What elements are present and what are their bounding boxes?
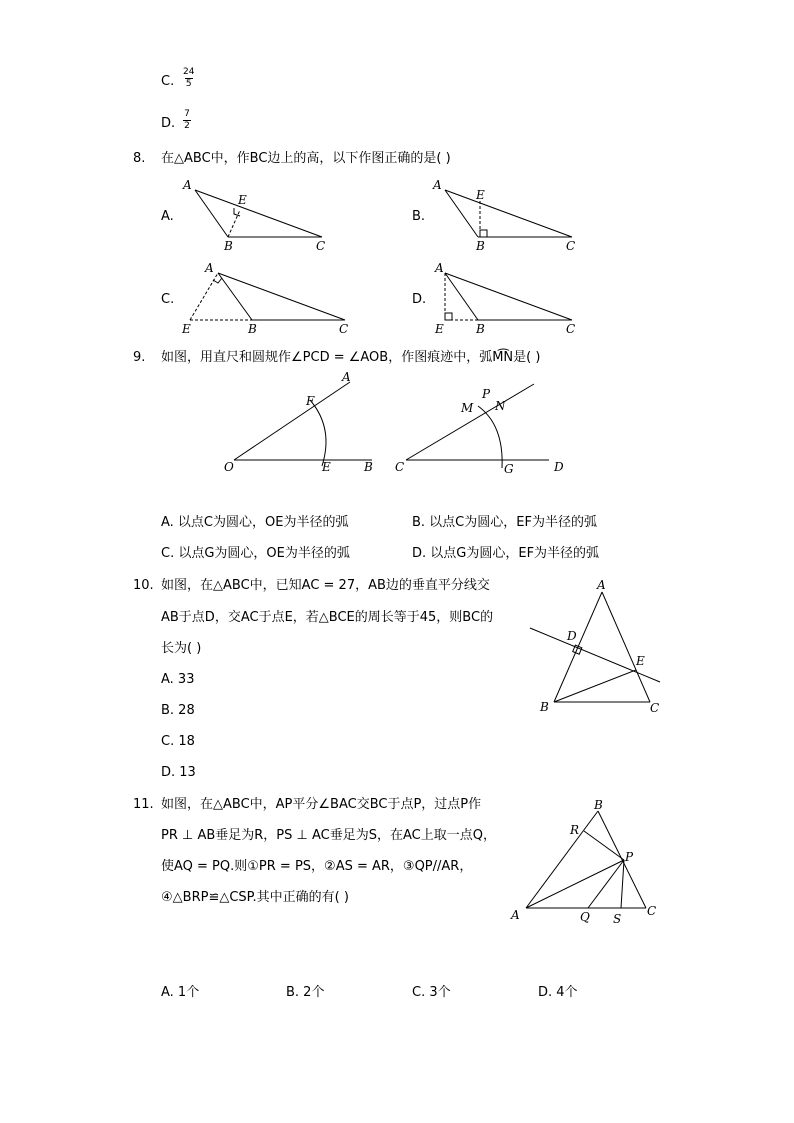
point-a-label: A xyxy=(205,261,214,275)
q11-option-b: B. 2个 xyxy=(286,985,325,1000)
point-b-label: B xyxy=(476,322,485,336)
point-c-label: C xyxy=(647,904,657,918)
point-e-label: E xyxy=(322,460,331,474)
q10-figure xyxy=(526,578,666,718)
q11-option-d: D. 4个 xyxy=(538,985,578,1000)
point-d-label: D xyxy=(567,629,577,643)
q8-figure-a xyxy=(180,175,340,255)
point-b-label: B xyxy=(224,239,233,253)
q11-option-a: A. 1个 xyxy=(161,985,200,1000)
point-e-label: E xyxy=(238,193,247,207)
q7-option-c-label: C. xyxy=(161,74,175,89)
q9-stem: 如图，用直尺和圆规作∠PCD = ∠AOB，作图痕迹中，弧M͡N是( ) xyxy=(161,350,541,365)
q8-option-d-label: D. xyxy=(412,292,427,307)
q10-option-c: C. 18 xyxy=(161,734,195,749)
point-q-label: Q xyxy=(580,910,590,924)
point-e-label: E xyxy=(636,654,645,668)
denominator: 5 xyxy=(185,79,192,89)
point-a-label: A xyxy=(342,370,351,384)
point-c-label: C xyxy=(395,460,405,474)
point-r-label: R xyxy=(570,823,580,837)
point-a-label: A xyxy=(433,178,442,192)
q8-figure-b xyxy=(430,175,590,255)
q10-stem-line-1: 如图，在△ABC中，已知AC = 27，AB边的垂直平分线交 xyxy=(161,578,490,593)
q9-number: 9. xyxy=(133,350,146,365)
q10-stem-line-2: AB于点D，交AC于点E，若△BCE的周长等于45，则BC的 xyxy=(161,610,494,625)
q9-option-a: A. 以点C为圆心，OE为半径的弧 xyxy=(161,515,349,530)
q10-option-b: B. 28 xyxy=(161,703,195,718)
q9-figure-aob xyxy=(222,368,382,478)
point-b-label: B xyxy=(364,460,373,474)
q9-option-d: D. 以点G为圆心，EF为半径的弧 xyxy=(412,546,600,561)
numerator: 7 xyxy=(184,109,190,119)
point-d-label: D xyxy=(554,460,564,474)
point-p-label: P xyxy=(482,387,491,401)
point-s-label: S xyxy=(613,912,622,926)
q9-option-b: B. 以点C为圆心，EF为半径的弧 xyxy=(412,515,597,530)
q7-option-d-label: D. xyxy=(161,116,176,131)
q7-option-d-fraction xyxy=(183,110,191,131)
point-n-label: N xyxy=(495,399,506,413)
point-a-label: A xyxy=(435,261,444,275)
point-o-label: O xyxy=(224,460,234,474)
q11-number: 11. xyxy=(133,797,154,812)
q8-option-b-label: B. xyxy=(412,209,426,224)
q10-number: 10. xyxy=(133,578,154,593)
q8-option-a-label: A. xyxy=(161,209,174,224)
q11-stem-line-3: 使AQ = PQ.则①PR = PS，②AS = AR，③QP//AR， xyxy=(161,859,473,874)
point-c-label: C xyxy=(566,239,576,253)
point-c-label: C xyxy=(316,239,326,253)
q10-option-d: D. 13 xyxy=(161,765,196,780)
point-p-label: P xyxy=(625,850,634,864)
point-c-label: C xyxy=(339,322,349,336)
q8-figure-c xyxy=(180,258,360,338)
point-b-label: B xyxy=(248,322,257,336)
point-a-label: A xyxy=(597,578,606,592)
q11-option-c: C. 3个 xyxy=(412,985,451,1000)
q7-option-c-fraction xyxy=(183,68,194,89)
q11-stem-line-4: ④△BRP≌△CSP.其中正确的有( ) xyxy=(161,890,349,905)
q8-number: 8. xyxy=(133,151,146,166)
q11-stem-line-1: 如图，在△ABC中，AP平分∠BAC交BC于点P，过点P作 xyxy=(161,797,482,812)
point-b-label: B xyxy=(540,700,549,714)
point-m-label: M xyxy=(461,401,474,415)
q11-figure xyxy=(508,795,668,930)
point-e-label: E xyxy=(182,322,191,336)
point-b-label: B xyxy=(594,798,603,812)
point-e-label: E xyxy=(435,322,444,336)
q10-stem-line-3: 长为( ) xyxy=(161,641,202,656)
q8-stem: 在△ABC中，作BC边上的高，以下作图正确的是( ) xyxy=(161,151,451,166)
point-c-label: C xyxy=(566,322,576,336)
point-e-label: E xyxy=(476,188,485,202)
point-a-label: A xyxy=(183,178,192,192)
q9-option-c: C. 以点G为圆心，OE为半径的弧 xyxy=(161,546,350,561)
q8-option-c-label: C. xyxy=(161,292,175,307)
q8-figure-d xyxy=(430,258,590,338)
numerator: 24 xyxy=(183,67,195,77)
point-b-label: B xyxy=(476,239,485,253)
q11-stem-line-2: PR ⊥ AB垂足为R，PS ⊥ AC垂足为S，在AC上取一点Q， xyxy=(161,828,496,843)
denominator: 2 xyxy=(184,121,190,131)
q10-option-a: A. 33 xyxy=(161,672,195,687)
q9-figure-pcd xyxy=(394,380,569,480)
point-g-label: G xyxy=(504,462,514,476)
point-a-label: A xyxy=(511,908,520,922)
point-f-label: F xyxy=(306,394,315,408)
point-c-label: C xyxy=(650,701,660,715)
